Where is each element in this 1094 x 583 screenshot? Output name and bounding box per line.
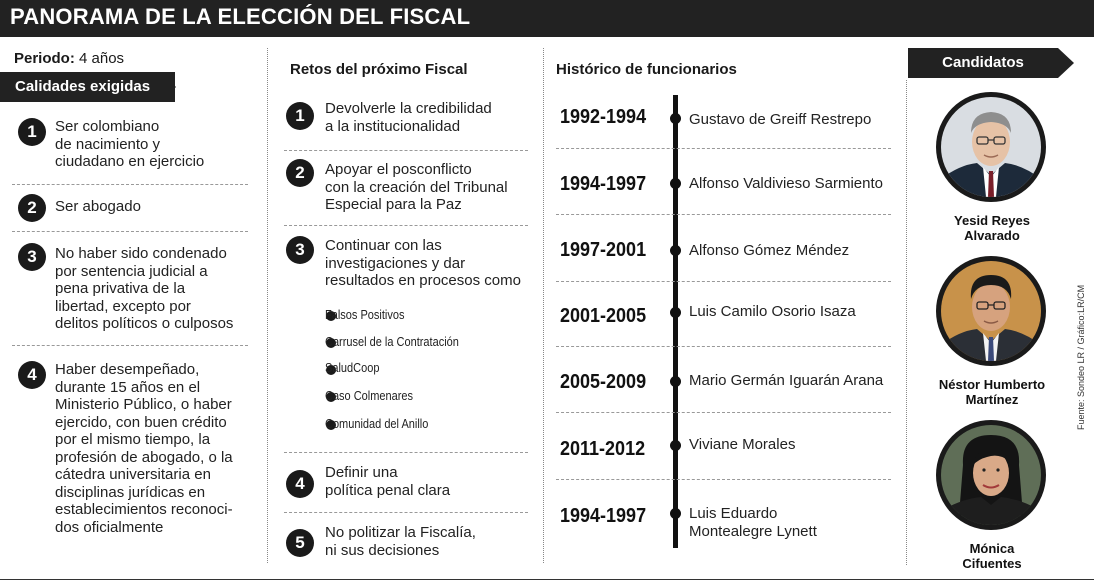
divider (12, 231, 248, 232)
timeline-name: Mario Germán Iguarán Arana (689, 372, 884, 389)
reto-number: 2 (286, 159, 314, 187)
divider (556, 148, 891, 149)
timeline-dot (670, 508, 681, 519)
divider (284, 225, 528, 226)
timeline-line (673, 95, 678, 548)
proceso-item: SaludCoop (325, 361, 380, 375)
divider (556, 281, 891, 282)
timeline-name: Luis Camilo Osorio Isaza (689, 303, 856, 320)
timeline-years: 1994-1997 (560, 173, 647, 195)
column-divider (543, 48, 545, 563)
calidad-item-text: No haber sido condenado por sentencia judicial a pena privativa de la libertad, excepto por delitos políticos o culposos (55, 245, 234, 332)
timeline-name: Gustavo de Greiff Restrepo (689, 111, 872, 128)
reto-number: 4 (286, 470, 314, 498)
timeline-dot (670, 113, 681, 124)
candidate-name: Yesid Reyes Alvarado (954, 213, 1030, 243)
candidatos-heading (908, 48, 1058, 78)
divider (556, 346, 891, 347)
column-divider (906, 80, 908, 565)
timeline-years: 1994-1997 (560, 505, 647, 527)
reto-item-text: No politizar la Fiscalía, ni sus decisiones (325, 524, 476, 559)
retos-heading: Retos del próximo Fiscal (290, 61, 468, 78)
source-credit: Fuente: Sondeo LR / Gráfico:LR/CM (1076, 284, 1086, 430)
historico-heading: Histórico de funcionarios (556, 61, 737, 78)
timeline-name: Viviane Morales (689, 436, 796, 453)
reto-number: 3 (286, 236, 314, 264)
reto-number: 1 (286, 102, 314, 130)
calidades-heading (0, 72, 175, 102)
page-title: PANORAMA DE LA ELECCIÓN DEL FISCAL (10, 4, 471, 29)
timeline-name: Alfonso Gómez Méndez (689, 242, 850, 259)
divider (556, 479, 891, 480)
timeline-years: 1997-2001 (560, 239, 647, 261)
calidad-item-text: Ser abogado (55, 198, 141, 215)
timeline-dot (670, 178, 681, 189)
calidades-heading-label: Calidades exigidas (15, 78, 151, 95)
proceso-item: Falsos Positivos (325, 308, 405, 322)
divider (556, 214, 891, 215)
timeline-dot (670, 245, 681, 256)
candidate-name: Mónica Cifuentes (962, 541, 1022, 571)
reto-item-text: Continuar con las investigaciones y dar resultados en procesos como (325, 237, 521, 289)
periodo-value: 4 años (79, 50, 125, 67)
divider (284, 150, 528, 151)
proceso-item: Carrusel de la Contratación (325, 335, 459, 349)
candidatos-heading-arrow (1058, 48, 1074, 78)
reto-item-text: Devolverle la credibilidad a la institucionalidad (325, 100, 492, 135)
timeline-years: 2011-2012 (560, 438, 646, 460)
timeline-dot (670, 440, 681, 451)
timeline-dot (670, 376, 681, 387)
candidate-portrait (941, 425, 1041, 525)
calidad-item-text: Ser colombiano de nacimiento y ciudadano en ejercicio (55, 118, 205, 170)
divider (284, 452, 528, 453)
reto-item-text: Apoyar el posconflicto con la creación del Tribunal Especial para la Paz (325, 161, 508, 213)
proceso-item: Caso Colmenares (325, 389, 414, 403)
calidad-number: 4 (18, 361, 46, 389)
candidate-portrait (941, 97, 1041, 197)
timeline-name: Luis Eduardo Montealegre Lynett (689, 505, 817, 540)
proceso-item: Comunidad del Anillo (325, 417, 429, 431)
divider (12, 184, 248, 185)
divider (556, 412, 891, 413)
calidad-number: 1 (18, 118, 46, 146)
divider (284, 512, 528, 513)
timeline-name: Alfonso Valdivieso Sarmiento (689, 175, 883, 192)
timeline-years: 1992-1994 (560, 106, 647, 128)
calidad-number: 3 (18, 243, 46, 271)
reto-number: 5 (286, 529, 314, 557)
column-divider (267, 48, 269, 563)
calidades-heading-arrow (160, 72, 176, 102)
calidad-number: 2 (18, 194, 46, 222)
timeline-years: 2001-2005 (560, 305, 647, 327)
periodo (14, 50, 124, 67)
divider (12, 345, 248, 346)
reto-item-text: Definir una política penal clara (325, 464, 451, 499)
candidatos-heading-label: Candidatos (942, 54, 1024, 71)
timeline-years: 2005-2009 (560, 371, 647, 393)
calidad-item-text: Haber desempeñado, durante 15 años en el Ministerio Público, o haber ejercido, con buen crédito por el mismo tiempo, la profesión de abogado, o la cátedra universitaria en disciplinas jurídicas en establecimientos reconoci- dos oficialmente (55, 361, 233, 536)
candidate-name: Néstor Humberto Martínez (938, 377, 1046, 407)
candidate-portrait (941, 261, 1041, 361)
bottom-rule (0, 579, 1094, 580)
timeline-dot (670, 307, 681, 318)
periodo-label: Periodo: (14, 50, 75, 67)
